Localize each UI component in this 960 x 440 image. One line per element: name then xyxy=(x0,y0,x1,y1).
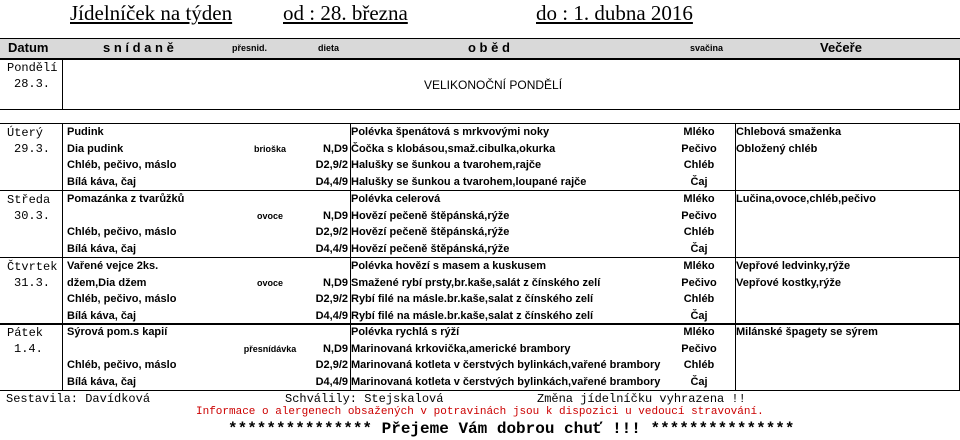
menu-cell-dieta: D2,9/2 xyxy=(315,293,348,305)
menu-cell-dieta: N,D9 xyxy=(322,276,348,289)
menu-cell-obed: Hovězí pečeně štěpánská,rýže xyxy=(351,226,510,238)
menu-cell-svacina: Mléko xyxy=(683,260,715,272)
menu-cell-dieta: D4,4/9 xyxy=(315,242,348,255)
menu-cell-dieta: D2,9/2 xyxy=(315,359,348,371)
menu-cell-obed: Hovězí pečeně štěpánská,rýže xyxy=(351,209,510,222)
menu-cell-obed: Marinovaná kotleta v čerstvých bylinkách,vařené brambory xyxy=(351,359,661,371)
menu-cell-dieta: N,D9 xyxy=(322,142,348,155)
menu-cell-snidane: Pomazánka z tvarůžků xyxy=(67,193,185,205)
menu-cell-svacina: Pečivo xyxy=(681,342,717,355)
footer-sestavila: Sestavila: Davídková xyxy=(6,392,151,406)
day-block xyxy=(0,257,960,325)
menu-cell-obed: Halušky se šunkou a tvarohem,loupané rajče xyxy=(351,175,587,188)
menu-cell-obed: Rybí filé na másle.br.kaše,salat z čínského zelí xyxy=(351,309,594,322)
menu-cell-svacina: Pečivo xyxy=(681,276,717,289)
header-snidane: s n í d a n ě xyxy=(103,40,174,55)
menu-cell-snidane: Chléb, pečivo, máslo xyxy=(67,293,177,305)
day-date: 28.3. xyxy=(14,77,51,91)
footer-prejeme: *************** Přejeme Vám dobrou chuť !!! *************** xyxy=(228,420,795,438)
menu-cell-presnid: ovoce xyxy=(256,210,283,221)
menu-cell-presnid: přesnídávka xyxy=(243,343,297,354)
day-name: Středa xyxy=(7,193,51,207)
menu-cell-presnid: brioška xyxy=(253,143,286,154)
menu-cell-obed: Polévka rychlá s rýží xyxy=(351,326,460,338)
menu-cell-snidane: Bílá káva, čaj xyxy=(67,175,137,188)
menu-cell-svacina: Chléb xyxy=(683,359,715,371)
menu-cell-dieta: N,D9 xyxy=(322,342,348,355)
day-block-monday xyxy=(0,58,960,110)
holiday-note: VELIKONOČNÍ PONDĚLÍ xyxy=(424,78,563,92)
menu-cell-obed: Halušky se šunkou a tvarohem,rajče xyxy=(351,159,542,171)
day-block xyxy=(0,190,960,258)
menu-cell-dieta: D4,4/9 xyxy=(315,309,348,322)
menu-cell-vecere: Vepřové kostky,rýže xyxy=(736,276,841,289)
menu-cell-snidane: Bílá káva, čaj xyxy=(67,309,137,322)
day-name: Úterý xyxy=(7,126,44,140)
menu-cell-svacina: Chléb xyxy=(683,293,715,305)
menu-cell-vecere: Lučina,ovoce,chléb,pečivo xyxy=(736,193,876,205)
menu-cell-svacina: Čaj xyxy=(690,375,708,388)
menu-cell-svacina: Chléb xyxy=(683,159,715,171)
table-header xyxy=(0,38,960,60)
menu-cell-obed: Polévka špenátová s mrkvovými noky xyxy=(351,126,550,138)
menu-cell-vecere: Obložený chléb xyxy=(736,142,818,155)
menu-cell-obed: Rybí filé na másle.br.kaše,salat z čínského zelí xyxy=(351,293,594,305)
menu-cell-snidane: Chléb, pečivo, máslo xyxy=(67,159,177,171)
menu-cell-svacina: Chléb xyxy=(683,226,715,238)
header-datum: Datum xyxy=(8,40,49,55)
day-date: 30.3. xyxy=(14,209,51,223)
menu-cell-dieta: D4,4/9 xyxy=(315,175,348,188)
footer-zmena: Změna jídelníčku vyhrazena !! xyxy=(537,392,746,406)
header-presnid: přesnid. xyxy=(232,43,268,53)
menu-cell-snidane: Bílá káva, čaj xyxy=(67,242,137,255)
menu-cell-snidane: Chléb, pečivo, máslo xyxy=(67,226,177,238)
menu-cell-svacina: Mléko xyxy=(683,126,715,138)
menu-cell-svacina: Mléko xyxy=(683,326,715,338)
menu-cell-snidane: Sýrová pom.s kapií xyxy=(67,326,168,338)
menu-cell-snidane: Dia pudink xyxy=(67,142,124,155)
menu-cell-obed: Polévka celerová xyxy=(351,193,441,205)
day-date: 1.4. xyxy=(14,342,43,356)
day-block xyxy=(0,323,960,391)
menu-cell-obed: Marinovaná krkovička,americké brambory xyxy=(351,342,571,355)
title-from: od : 28. března xyxy=(283,1,408,25)
menu-cell-presnid: ovoce xyxy=(256,277,283,288)
menu-cell-svacina: Pečivo xyxy=(681,209,717,222)
menu-title xyxy=(0,0,960,30)
menu-cell-dieta: D2,9/2 xyxy=(315,226,348,238)
day-name: Pondělí xyxy=(7,61,58,75)
menu-cell-snidane: džem,Dia džem xyxy=(67,276,147,289)
day-block xyxy=(0,123,960,191)
footer-alergeny: Informace o alergenech obsažených v potravinách jsou k dispozici u vedoucí stravování. xyxy=(196,406,764,418)
day-name: Čtvrtek xyxy=(7,260,58,274)
title-main: Jídelníček na týden xyxy=(70,1,233,25)
menu-cell-dieta: N,D9 xyxy=(322,209,348,222)
menu-cell-obed: Čočka s klobásou,smaž.cibulka,okurka xyxy=(351,142,556,155)
header-svacina: svačina xyxy=(690,43,724,53)
title-to: do : 1. dubna 2016 xyxy=(536,1,693,25)
menu-cell-vecere: Vepřové ledvinky,rýže xyxy=(736,260,851,272)
menu-cell-dieta: D4,4/9 xyxy=(315,375,348,388)
menu-cell-vecere: Milánské špagety se sýrem xyxy=(736,326,878,338)
day-date: 29.3. xyxy=(14,142,51,156)
menu-cell-svacina: Mléko xyxy=(683,193,715,205)
menu-cell-obed: Polévka hovězí s masem a kuskusem xyxy=(351,260,547,272)
day-date: 31.3. xyxy=(14,276,51,290)
menu-cell-svacina: Čaj xyxy=(690,242,708,255)
header-dieta: dieta xyxy=(318,43,340,53)
menu-cell-snidane: Vařené vejce 2ks. xyxy=(67,260,159,272)
menu-cell-obed: Hovězí pečeně štěpánská,rýže xyxy=(351,242,510,255)
menu-cell-snidane: Chléb, pečivo, máslo xyxy=(67,359,177,371)
footer-schvalily: Schválily: Stejskalová xyxy=(285,392,444,406)
day-name: Pátek xyxy=(7,326,44,340)
menu-cell-vecere: Chlebová smaženka xyxy=(736,126,842,138)
menu-cell-obed: Marinovaná kotleta v čerstvých bylinkách,vařené brambory xyxy=(351,375,661,388)
menu-cell-snidane: Bílá káva, čaj xyxy=(67,375,137,388)
header-obed: o b ě d xyxy=(468,40,510,55)
menu-cell-svacina: Pečivo xyxy=(681,142,717,155)
menu-cell-svacina: Čaj xyxy=(690,309,708,322)
header-vecere: Večeře xyxy=(820,40,862,55)
menu-cell-obed: Smažené rybí prsty,br.kaše,salát z čínského zelí xyxy=(351,276,601,289)
menu-cell-snidane: Pudink xyxy=(67,126,104,138)
menu-cell-svacina: Čaj xyxy=(690,175,708,188)
menu-cell-dieta: D2,9/2 xyxy=(315,159,348,171)
